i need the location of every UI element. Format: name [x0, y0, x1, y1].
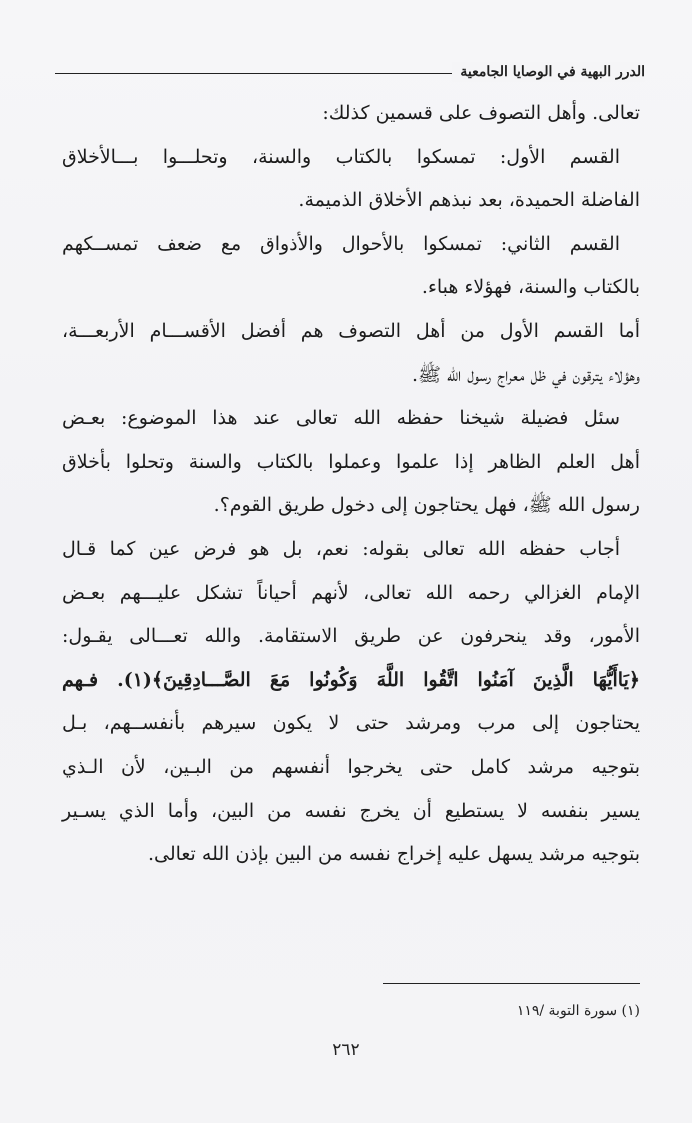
text-line: الفاضلة الحميدة، بعد نبذهم الأخلاق الذميمة. [298, 189, 640, 212]
text-line: أجاب حفظه الله تعالى بقوله: نعم، بل هو فرض عين كما قـال [62, 537, 620, 560]
page-number: ٢٦٢ [332, 1040, 360, 1060]
text-line: أما القسم الأول من أهل التصوف هم أفضل الأقســـام الأربعـــة، [62, 319, 640, 342]
footnote-marker: (١) [621, 1003, 640, 1019]
body-text [62, 92, 640, 877]
running-title: الدرر البهية في الوصايا الجامعية [452, 62, 645, 82]
text-line: القسم الأول: تمسكوا بالكتاب والسنة، وتحلـــوا بـــالأخلاق [62, 145, 620, 168]
running-header [55, 62, 645, 86]
text-line: تعالى. وأهل التصوف على قسمين كذلك: [322, 102, 640, 124]
text-line: الإمام الغزالي رحمه الله تعالى، لأنهم أحياناً تشكل عليـــهم بعـض [62, 581, 640, 604]
text-line: رسول الله ﷺ، فهل يحتاجون إلى دخول طريق القوم؟. [213, 494, 640, 517]
footnote [517, 1000, 640, 1022]
text-line: بتوجيه مرشد كامل حتى يخرجوا أنفسهم من البـين، لأن الـذي [62, 755, 640, 778]
text-line: بالكتاب والسنة، فهؤلاء هباء. [421, 276, 640, 299]
text-line: الأمور، وقد ينحرفون عن طريق الاستقامة. والله تعـــالى يقـول: [62, 625, 640, 648]
text-line: القسم الثاني: تمسكوا بالأحوال والأذواق مع ضعف تمســكهم [62, 232, 620, 255]
footnote-separator [383, 983, 640, 984]
text-line: وهؤلاء يترقون في ظل معراج رسول الله ﷺ. [411, 363, 640, 386]
footnote-text: سورة التوبة /١١٩ [516, 1003, 618, 1019]
text-line: بتوجيه مرشد يسهل عليه إخراج نفسه من البين بإذن الله تعالى. [147, 843, 640, 866]
text-line: سئل فضيلة شيخنا حفظه الله تعالى عند هذا الموضوع: بعـض [62, 407, 620, 430]
text-line: يسير بنفسه لا يستطيع أن يخرج نفسه من البين، وأما الذي يسـير [62, 799, 640, 822]
text-line: يحتاجون إلى مرب ومرشد حتى لا يكون سيرهم بأنفســهم، بـل [62, 712, 640, 735]
text-line: أهل العلم الظاهر إذا علموا وعملوا بالكتاب والسنة وتحلوا بأخلاق [62, 450, 640, 473]
quran-verse-line: ﴿يَاأَيُّهَا الَّذِينَ آمَنُوا اتَّقُوا اللَّهَ وَكُونُوا مَعَ الصَّـــادِقِينَ﴾(١). فـهم [62, 668, 640, 691]
